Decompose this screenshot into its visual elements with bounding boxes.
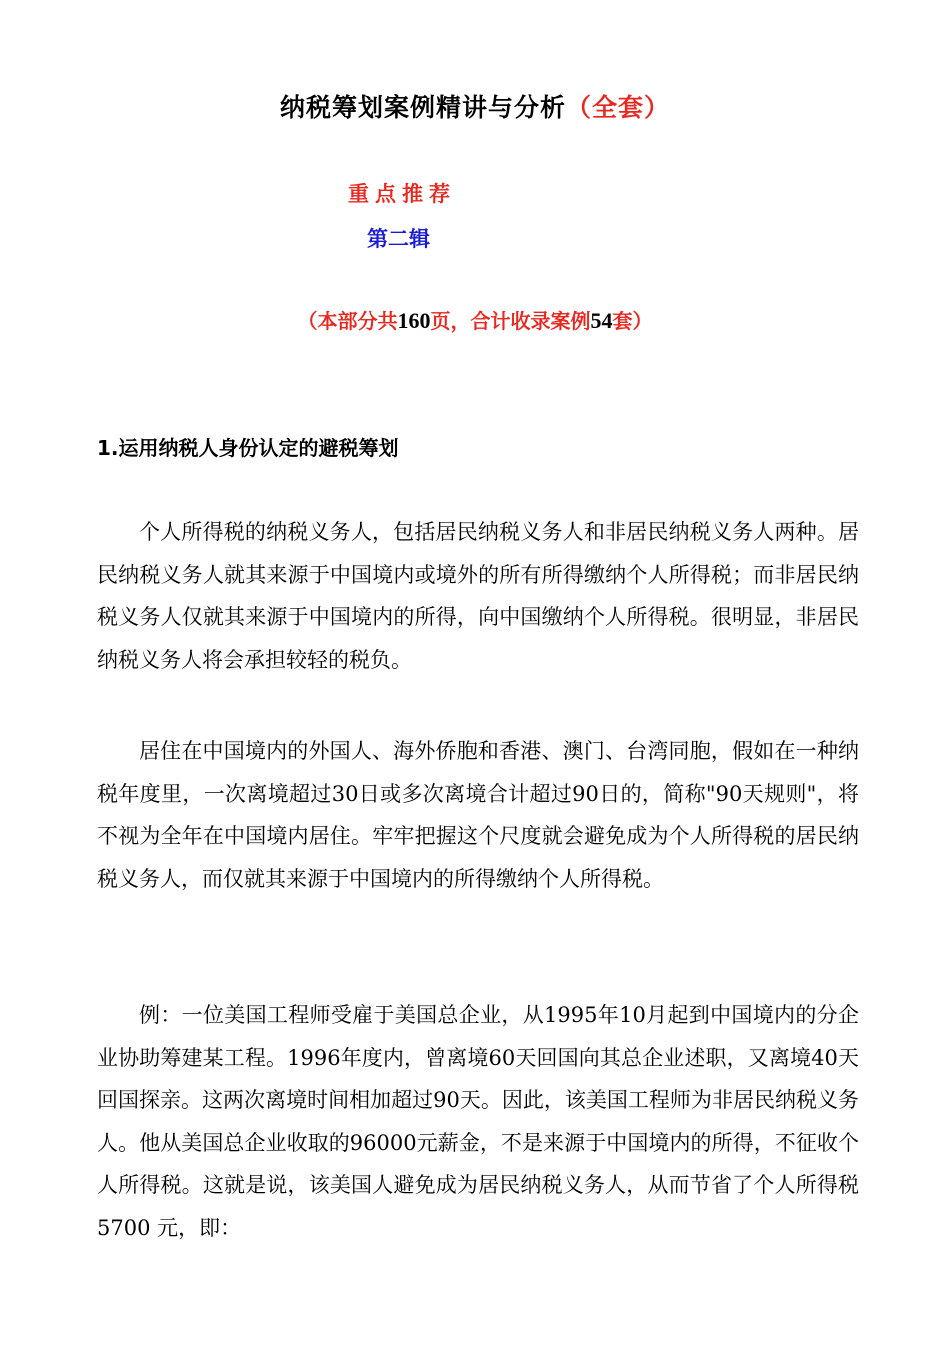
section-title: 1.运用纳税人身份认定的避税筹划	[97, 436, 399, 460]
volume-label: 第二辑	[367, 227, 430, 251]
info-prefix: （本部分共	[297, 309, 398, 333]
info-suffix: 套）	[612, 309, 653, 333]
paragraph: 例：一位美国工程师受雇于美国总企业，从1995年10月起到中国境内的分企业协助筹建某工程。1996年度内，曾离境60天回国向其总企业述职，又离境40天回国探亲。这两次离境时间相加超过90天。因此，该美国工程师为非居民纳税义务人。他从美国总企业收取的96000元薪金，不是来源于中国境内的所得，不征收个人所得税。这就是说，该美国人避免成为居民纳税义务人，从而节省了个人所得税 5700 元，即：	[97, 1003, 859, 1240]
info-cases: 54	[590, 308, 613, 333]
title-main: 纳税筹划案例精讲与分析	[279, 93, 566, 122]
info-mid: 页，合计收录案例	[430, 309, 591, 333]
info-pages: 160	[397, 308, 431, 333]
title-suffix: （全套）	[566, 93, 671, 122]
collection-info	[0, 305, 950, 334]
paragraph: 个人所得税的纳税义务人，包括居民纳税义务人和非居民纳税义务人两种。居民纳税义务人就其来源于中国境内或境外的所有所得缴纳个人所得税；而非居民纳税义务人仅就其来源于中国境内的所得，向中国缴纳个人所得税。很明显，非居民纳税义务人将会承担较轻的税负。	[97, 520, 859, 672]
document-title	[0, 88, 950, 124]
recommend-label: 重点推荐	[348, 182, 456, 206]
paragraph: 居住在中国境内的外国人、海外侨胞和香港、澳门、台湾同胞，假如在一种纳税年度里，一次离境超过30日或多次离境合计超过90日的，简称"90天规则"，将不视为全年在中国境内居住。牢牢把握这个尺度就会避免成为个人所得税的居民纳税义务人，而仅就其来源于中国境内的所得缴纳个人所得税。	[97, 739, 859, 891]
